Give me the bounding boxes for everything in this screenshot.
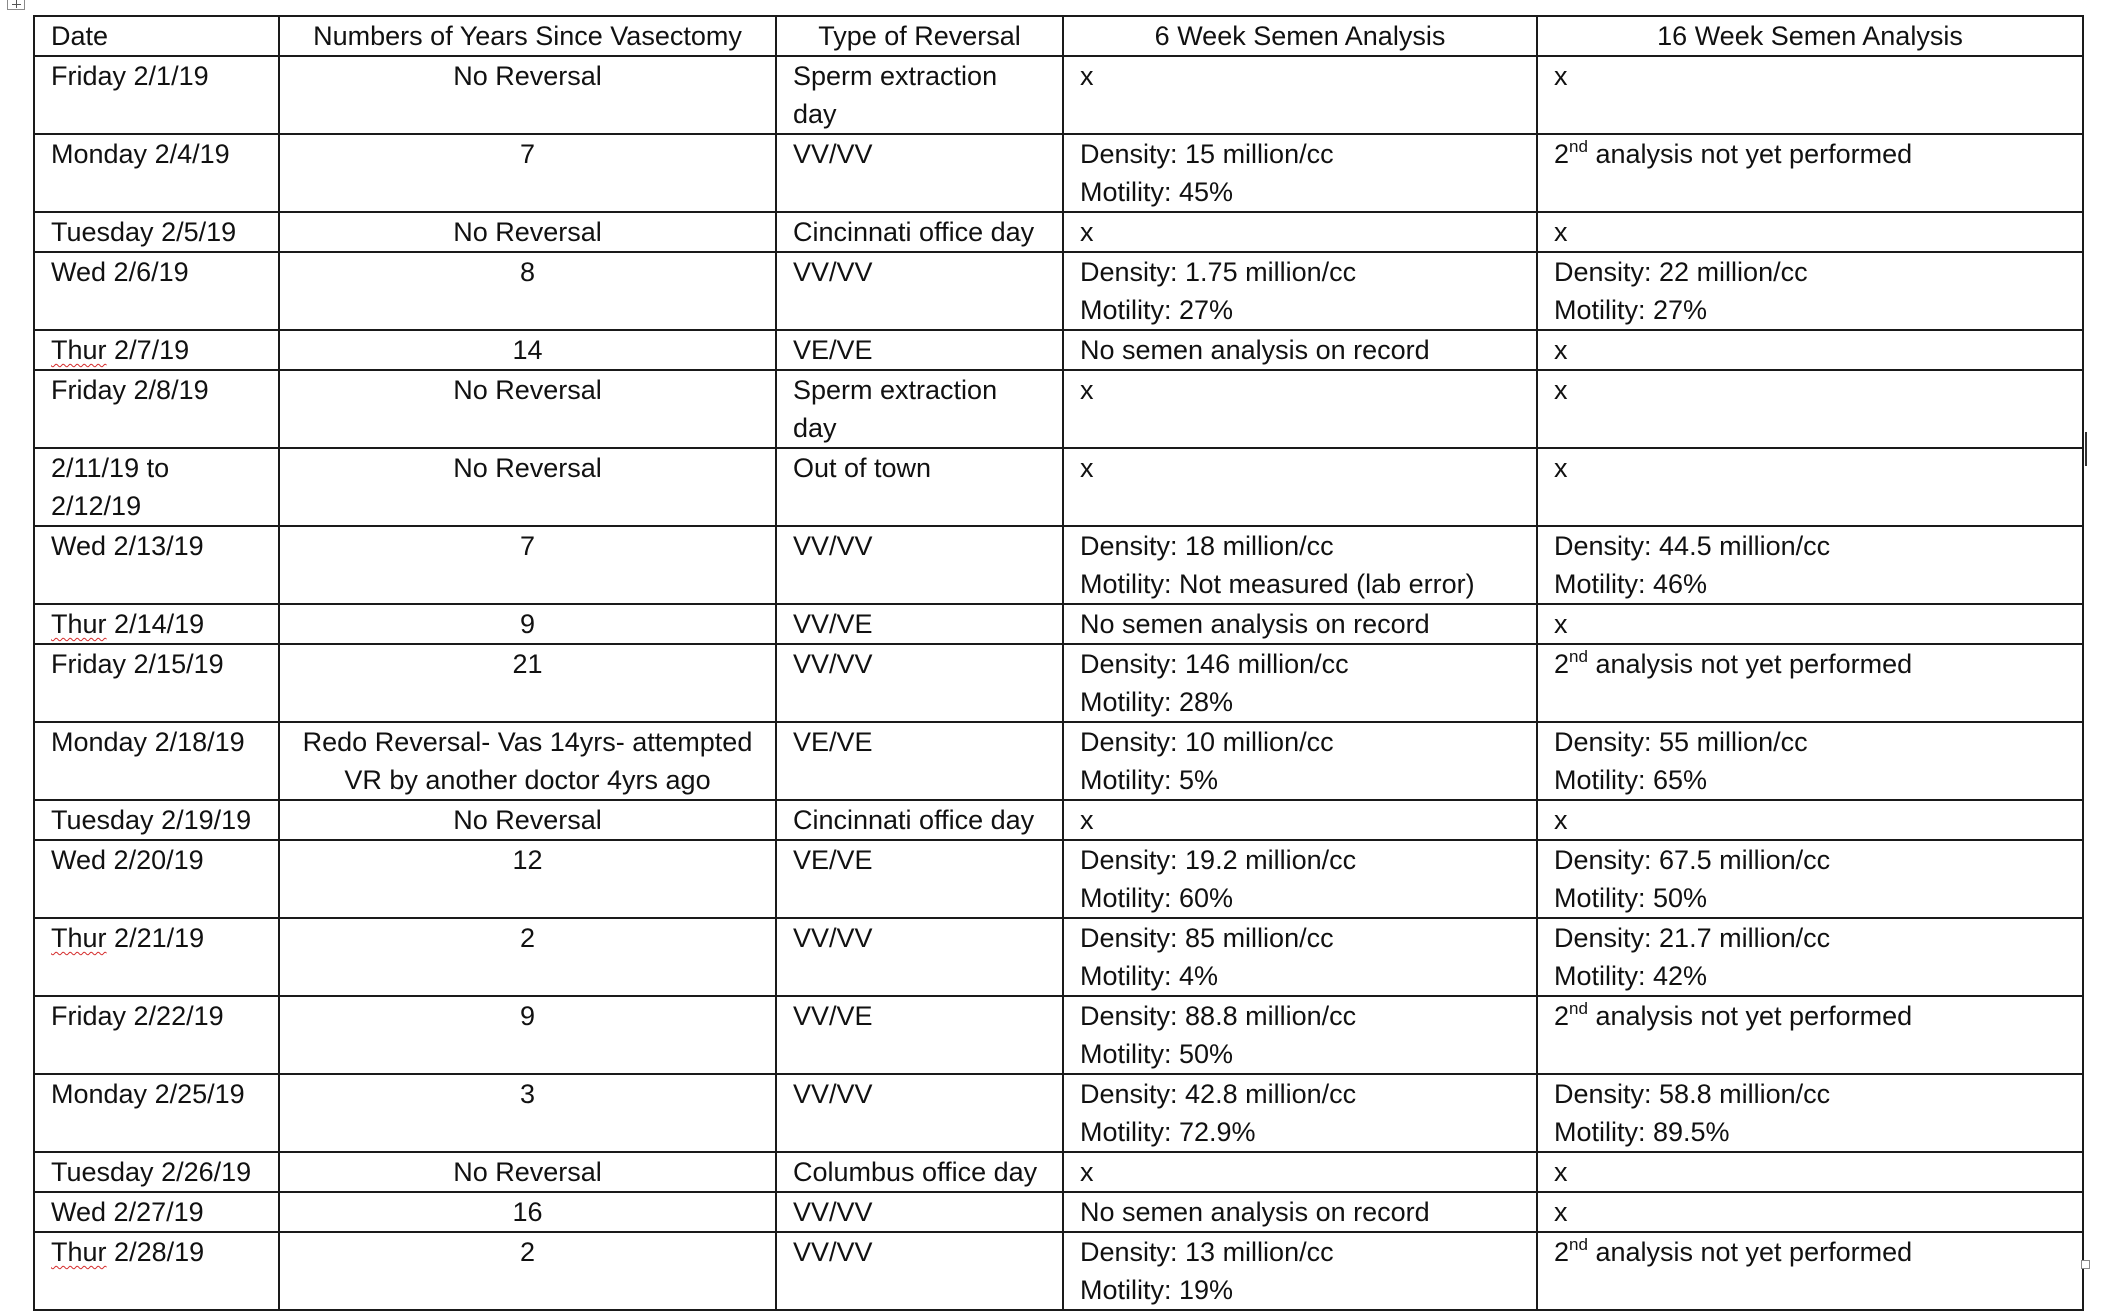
analysis-line: x — [1554, 335, 1568, 365]
reversal-type-cell[interactable]: Sperm extraction day — [776, 370, 1063, 448]
analysis-line: Motility: 50% — [1554, 883, 1708, 913]
date-cell[interactable] — [34, 918, 279, 996]
years-cell[interactable]: 7 — [279, 526, 776, 604]
date-cell[interactable] — [34, 1152, 279, 1192]
six-week-analysis-cell[interactable] — [1063, 526, 1537, 604]
analysis-line: x — [1554, 1157, 1568, 1187]
table-row — [34, 1232, 2083, 1310]
table-row — [34, 56, 2083, 134]
weekday-label: Monday — [51, 1079, 148, 1109]
analysis-line: x — [1554, 375, 1568, 405]
table-row — [34, 370, 2083, 448]
years-cell[interactable]: Redo Reversal- Vas 14yrs- attempted VR by another doctor 4yrs ago — [279, 722, 776, 800]
date-value: 2/20/19 — [113, 845, 204, 875]
table-row — [34, 1152, 2083, 1192]
reversal-type-cell[interactable]: Columbus office day — [776, 1152, 1063, 1192]
sixteen-week-analysis-cell[interactable] — [1537, 604, 2083, 644]
sixteen-week-analysis-cell[interactable] — [1537, 330, 2083, 370]
date-value: 2/22/19 — [133, 1001, 224, 1031]
six-week-analysis-cell[interactable] — [1063, 370, 1537, 448]
analysis-line: Motility: 45% — [1080, 177, 1234, 207]
analysis-line: Motility: 5% — [1080, 765, 1219, 795]
header-6-week-analysis[interactable]: 6 Week Semen Analysis — [1063, 16, 1537, 56]
sixteen-week-analysis-cell[interactable] — [1537, 448, 2083, 526]
analysis-line: Density: 88.8 million/cc — [1080, 1001, 1357, 1031]
analysis-line: No semen analysis on record — [1080, 1197, 1430, 1227]
weekday-label: Wed — [51, 1197, 107, 1227]
analysis-line: Motility: Not measured (lab error) — [1080, 569, 1475, 599]
six-week-analysis-cell[interactable] — [1063, 134, 1537, 212]
table-row — [34, 526, 2083, 604]
table-row — [34, 1192, 2083, 1232]
weekday-label: Thur — [51, 335, 107, 365]
analysis-line: Density: 58.8 million/cc — [1554, 1079, 1831, 1109]
analysis-line: x — [1080, 453, 1094, 483]
analysis-line: Motility: 19% — [1080, 1275, 1234, 1305]
date-cell[interactable] — [34, 604, 279, 644]
date-value: 2/25/19 — [154, 1079, 245, 1109]
years-cell[interactable]: 2 — [279, 1232, 776, 1310]
six-week-analysis-cell[interactable] — [1063, 448, 1537, 526]
years-cell[interactable]: 8 — [279, 252, 776, 330]
date-cell[interactable] — [34, 134, 279, 212]
six-week-analysis-cell[interactable] — [1063, 918, 1537, 996]
date-value: 2/1/19 — [133, 61, 209, 91]
table-row — [34, 722, 2083, 800]
analysis-line: x — [1080, 1157, 1094, 1187]
analysis-line: x — [1080, 375, 1094, 405]
years-cell[interactable]: No Reversal — [279, 56, 776, 134]
analysis-line: Density: 21.7 million/cc — [1554, 923, 1831, 953]
analysis-line: Motility: 65% — [1554, 765, 1708, 795]
analysis-line: Motility: 42% — [1554, 961, 1708, 991]
sixteen-week-analysis-cell[interactable] — [1537, 996, 2083, 1074]
date-cell[interactable] — [34, 370, 279, 448]
years-cell[interactable]: 9 — [279, 604, 776, 644]
reversal-type-cell[interactable]: Out of town — [776, 448, 1063, 526]
analysis-line: Density: 44.5 million/cc — [1554, 531, 1831, 561]
weekday-label: Tuesday — [51, 805, 154, 835]
table-row — [34, 448, 2083, 526]
date-value: 2/18/19 — [154, 727, 245, 757]
analysis-line: 2nd analysis not yet performed — [1554, 999, 1913, 1031]
table-row — [34, 996, 2083, 1074]
date-value: 2/6/19 — [113, 257, 189, 287]
sixteen-week-analysis-cell[interactable] — [1537, 212, 2083, 252]
date-value: 2/27/19 — [113, 1197, 204, 1227]
date-value: 2/21/19 — [114, 923, 205, 953]
six-week-analysis-cell[interactable] — [1063, 330, 1537, 370]
header-date[interactable]: Date — [34, 16, 279, 56]
analysis-line: x — [1554, 61, 1568, 91]
reversal-type-cell[interactable]: VE/VE — [776, 840, 1063, 918]
analysis-line: Density: 19.2 million/cc — [1080, 845, 1357, 875]
six-week-analysis-cell[interactable] — [1063, 212, 1537, 252]
sixteen-week-analysis-cell[interactable] — [1537, 1192, 2083, 1232]
weekday-label: Thur — [51, 1237, 107, 1267]
weekday-label: Wed — [51, 531, 107, 561]
years-cell[interactable]: 21 — [279, 644, 776, 722]
table-row — [34, 644, 2083, 722]
date-cell[interactable] — [34, 526, 279, 604]
date-cell[interactable] — [34, 1232, 279, 1310]
sixteen-week-analysis-cell[interactable] — [1537, 840, 2083, 918]
date-value: 2/7/19 — [114, 335, 190, 365]
sixteen-week-analysis-cell[interactable] — [1537, 370, 2083, 448]
years-cell[interactable]: 12 — [279, 840, 776, 918]
analysis-line: x — [1080, 805, 1094, 835]
analysis-line: Density: 146 million/cc — [1080, 649, 1349, 679]
date-cell[interactable] — [34, 448, 279, 526]
weekday-label: Tuesday — [51, 1157, 154, 1187]
analysis-line: Motility: 4% — [1080, 961, 1219, 991]
weekday-label: Friday — [51, 61, 127, 91]
weekday-label: Monday — [51, 727, 148, 757]
analysis-line: x — [1080, 217, 1094, 247]
years-cell[interactable]: 2 — [279, 918, 776, 996]
table-row — [34, 134, 2083, 212]
six-week-analysis-cell[interactable] — [1063, 604, 1537, 644]
sixteen-week-analysis-cell[interactable] — [1537, 56, 2083, 134]
sixteen-week-analysis-cell[interactable] — [1537, 1232, 2083, 1310]
sixteen-week-analysis-cell[interactable] — [1537, 252, 2083, 330]
weekday-label: Thur — [51, 609, 107, 639]
six-week-analysis-cell[interactable] — [1063, 996, 1537, 1074]
analysis-line: 2nd analysis not yet performed — [1554, 647, 1913, 679]
date-value: 2/11/19 to 2/12/19 — [51, 453, 170, 521]
reversal-type-cell[interactable]: VV/VV — [776, 918, 1063, 996]
reversal-type-cell[interactable]: VE/VE — [776, 722, 1063, 800]
analysis-line: No semen analysis on record — [1080, 335, 1430, 365]
date-cell[interactable] — [34, 722, 279, 800]
date-cell[interactable] — [34, 840, 279, 918]
analysis-line: Density: 55 million/cc — [1554, 727, 1808, 757]
reversal-type-cell[interactable]: Sperm extraction day — [776, 56, 1063, 134]
date-value: 2/4/19 — [154, 139, 230, 169]
six-week-analysis-cell[interactable] — [1063, 1152, 1537, 1192]
table-row — [34, 800, 2083, 840]
sixteen-week-analysis-cell[interactable] — [1537, 918, 2083, 996]
sixteen-week-analysis-cell[interactable] — [1537, 526, 2083, 604]
analysis-line: Density: 18 million/cc — [1080, 531, 1334, 561]
sixteen-week-analysis-cell[interactable] — [1537, 1074, 2083, 1152]
six-week-analysis-cell[interactable] — [1063, 56, 1537, 134]
date-cell[interactable] — [34, 56, 279, 134]
weekday-label: Tuesday — [51, 217, 154, 247]
analysis-line: Motility: 50% — [1080, 1039, 1234, 1069]
analysis-line: x — [1554, 609, 1568, 639]
years-cell[interactable]: 7 — [279, 134, 776, 212]
table-row — [34, 840, 2083, 918]
analysis-line: Motility: 27% — [1554, 295, 1708, 325]
date-value: 2/14/19 — [114, 609, 205, 639]
analysis-line: Motility: 46% — [1554, 569, 1708, 599]
analysis-line: Motility: 89.5% — [1554, 1117, 1730, 1147]
date-cell[interactable] — [34, 996, 279, 1074]
weekday-label: Wed — [51, 257, 107, 287]
analysis-line: x — [1080, 61, 1094, 91]
date-cell[interactable] — [34, 1074, 279, 1152]
table-row — [34, 918, 2083, 996]
date-value: 2/26/19 — [161, 1157, 252, 1187]
date-value: 2/5/19 — [161, 217, 237, 247]
header-type-of-reversal[interactable]: Type of Reversal — [776, 16, 1063, 56]
reversal-type-cell[interactable]: VV/VV — [776, 252, 1063, 330]
date-cell[interactable] — [34, 644, 279, 722]
weekday-label: Thur — [51, 923, 107, 953]
six-week-analysis-cell[interactable] — [1063, 1074, 1537, 1152]
analysis-line: 2nd analysis not yet performed — [1554, 1235, 1913, 1267]
date-value: 2/13/19 — [113, 531, 204, 561]
reversal-type-cell[interactable]: VV/VV — [776, 1074, 1063, 1152]
date-value: 2/15/19 — [133, 649, 224, 679]
analysis-line: No semen analysis on record — [1080, 609, 1430, 639]
reversal-type-cell[interactable]: VV/VV — [776, 1192, 1063, 1232]
years-cell[interactable]: No Reversal — [279, 800, 776, 840]
analysis-line: Density: 1.75 million/cc — [1080, 257, 1357, 287]
sixteen-week-analysis-cell[interactable] — [1537, 134, 2083, 212]
years-cell[interactable]: 16 — [279, 1192, 776, 1232]
six-week-analysis-cell[interactable] — [1063, 722, 1537, 800]
analysis-line: Density: 85 million/cc — [1080, 923, 1334, 953]
table-resize-handle-icon[interactable] — [2081, 1260, 2090, 1269]
analysis-line: 2nd analysis not yet performed — [1554, 137, 1913, 169]
six-week-analysis-cell[interactable] — [1063, 1192, 1537, 1232]
analysis-line: Motility: 60% — [1080, 883, 1234, 913]
six-week-analysis-cell[interactable] — [1063, 840, 1537, 918]
date-cell[interactable] — [34, 800, 279, 840]
date-cell[interactable] — [34, 212, 279, 252]
reversal-type-cell[interactable]: VV/VV — [776, 526, 1063, 604]
table-row — [34, 330, 2083, 370]
years-cell[interactable]: No Reversal — [279, 448, 776, 526]
analysis-line: x — [1554, 453, 1568, 483]
date-cell[interactable] — [34, 252, 279, 330]
date-value: 2/28/19 — [114, 1237, 205, 1267]
table-row — [34, 212, 2083, 252]
six-week-analysis-cell[interactable] — [1063, 800, 1537, 840]
weekday-label: Monday — [51, 139, 148, 169]
text-cursor — [2085, 432, 2087, 466]
reversal-type-cell[interactable]: Cincinnati office day — [776, 800, 1063, 840]
years-cell[interactable]: 3 — [279, 1074, 776, 1152]
table-header-row — [34, 16, 2083, 56]
date-cell[interactable] — [34, 330, 279, 370]
table-row — [34, 604, 2083, 644]
years-cell[interactable]: No Reversal — [279, 370, 776, 448]
reversal-type-cell[interactable]: VV/VV — [776, 1232, 1063, 1310]
analysis-line: Density: 67.5 million/cc — [1554, 845, 1831, 875]
analysis-line: Motility: 72.9% — [1080, 1117, 1256, 1147]
six-week-analysis-cell[interactable] — [1063, 252, 1537, 330]
sixteen-week-analysis-cell[interactable] — [1537, 644, 2083, 722]
analysis-line: Density: 42.8 million/cc — [1080, 1079, 1357, 1109]
analysis-line: x — [1554, 1197, 1568, 1227]
analysis-line: Density: 15 million/cc — [1080, 139, 1334, 169]
table-row — [34, 252, 2083, 330]
reversal-type-cell[interactable]: VE/VE — [776, 330, 1063, 370]
sixteen-week-analysis-cell[interactable] — [1537, 1152, 2083, 1192]
date-cell[interactable] — [34, 1192, 279, 1232]
reversal-type-cell[interactable]: VV/VE — [776, 604, 1063, 644]
reversal-type-cell[interactable]: VV/VV — [776, 134, 1063, 212]
reversal-schedule-table — [33, 15, 2084, 1311]
analysis-line: Density: 22 million/cc — [1554, 257, 1808, 287]
six-week-analysis-cell[interactable] — [1063, 1232, 1537, 1310]
table-move-handle-icon[interactable] — [7, 0, 25, 10]
reversal-type-cell[interactable]: Cincinnati office day — [776, 212, 1063, 252]
analysis-line: Density: 13 million/cc — [1080, 1237, 1334, 1267]
analysis-line: Density: 10 million/cc — [1080, 727, 1334, 757]
header-years-since-vasectomy[interactable]: Numbers of Years Since Vasectomy — [279, 16, 776, 56]
analysis-line: Motility: 28% — [1080, 687, 1234, 717]
analysis-line: x — [1554, 217, 1568, 247]
analysis-line: x — [1554, 805, 1568, 835]
years-cell[interactable]: 9 — [279, 996, 776, 1074]
weekday-label: Wed — [51, 845, 107, 875]
table-row — [34, 1074, 2083, 1152]
weekday-label: Friday — [51, 649, 127, 679]
analysis-line: Motility: 27% — [1080, 295, 1234, 325]
years-cell[interactable]: 14 — [279, 330, 776, 370]
six-week-analysis-cell[interactable] — [1063, 644, 1537, 722]
weekday-label: Friday — [51, 1001, 127, 1031]
date-value: 2/19/19 — [161, 805, 252, 835]
reversal-type-cell[interactable]: VV/VE — [776, 996, 1063, 1074]
weekday-label: Friday — [51, 375, 127, 405]
header-16-week-analysis[interactable]: 16 Week Semen Analysis — [1537, 16, 2083, 56]
years-cell[interactable]: No Reversal — [279, 1152, 776, 1192]
sixteen-week-analysis-cell[interactable] — [1537, 800, 2083, 840]
years-cell[interactable]: No Reversal — [279, 212, 776, 252]
sixteen-week-analysis-cell[interactable] — [1537, 722, 2083, 800]
reversal-type-cell[interactable]: VV/VV — [776, 644, 1063, 722]
date-value: 2/8/19 — [133, 375, 209, 405]
